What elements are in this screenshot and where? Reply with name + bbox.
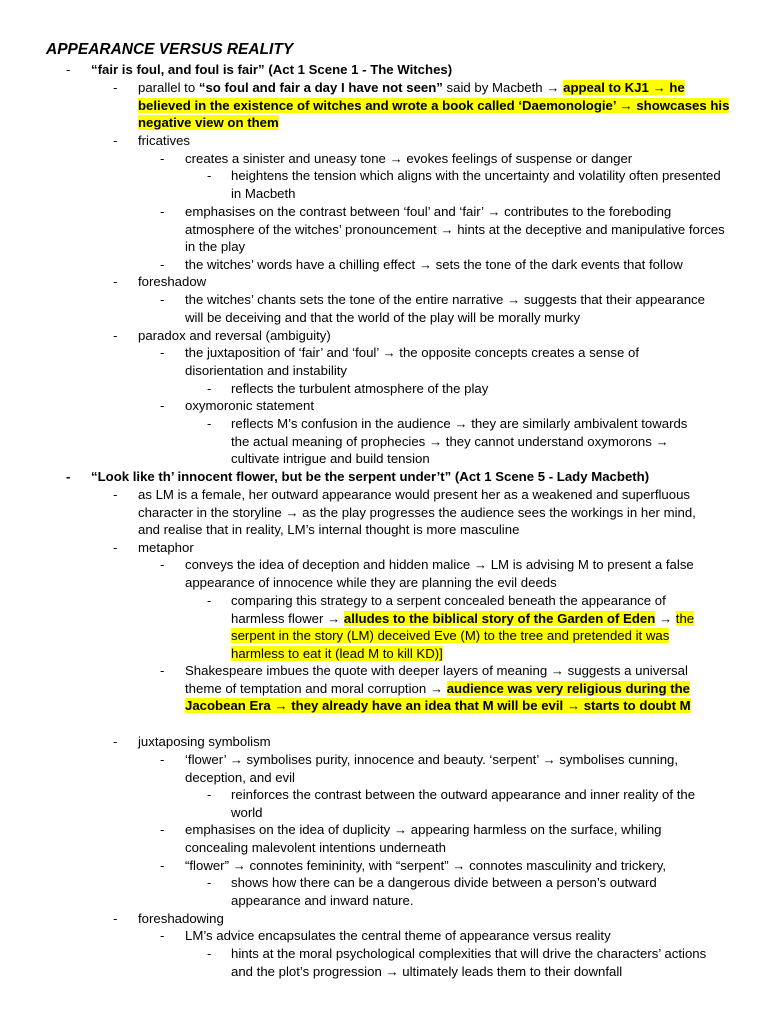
text-run: comparing this strategy to a serpent concealed beneath the appearance of harmless flower → [231, 593, 666, 626]
list-item [207, 786, 721, 821]
bullet-dash: - [207, 593, 212, 608]
bullet-dash: - [66, 469, 71, 484]
list-item-text [185, 291, 705, 326]
text-run: conveys the idea of deception and hidden malice → LM is advising M to present a false appearance of innocence while they are planning the evil deeds [185, 557, 694, 590]
list-item-text [231, 592, 711, 662]
highlighted-text: the serpent in the story (LM) deceived Eve (M) to the tree and pretended it was harmless to eat it (lead M to kill KD)] [231, 610, 695, 661]
bullet-dash: - [113, 80, 118, 95]
text-run: paradox and reversal (ambiguity) [138, 328, 331, 343]
bullet-dash: - [160, 398, 165, 413]
list-item [66, 468, 751, 486]
text-run: the witches’ words have a chilling effect → sets the tone of the dark events that follow [185, 257, 683, 272]
list-item [113, 132, 698, 150]
bullet-dash: - [160, 292, 165, 307]
list-item [207, 874, 711, 909]
bullet-dash: - [113, 734, 118, 749]
bullet-dash: - [113, 328, 118, 343]
list-item [160, 927, 725, 945]
text-run: oxymoronic statement [185, 398, 314, 413]
list-item-text [231, 874, 711, 909]
list-item-text [138, 79, 738, 132]
list-item-text [138, 539, 698, 557]
bullet-dash: - [207, 381, 212, 396]
bullet-dash: - [113, 540, 118, 555]
highlighted-text: appeal to KJ1 → he believed in the existence of witches and wrote a book called ‘Daemonologie’ → showcases his negative view on them [138, 80, 730, 131]
text-run: parallel to [138, 80, 199, 95]
list-item [160, 751, 725, 786]
list-item [160, 662, 720, 715]
list-item-text [185, 662, 720, 715]
list-item-text [185, 397, 705, 415]
text-run: → [655, 610, 676, 626]
list-item-text [138, 132, 698, 150]
text-run: reflects the turbulent atmosphere of the play [231, 381, 489, 396]
list-item [113, 539, 698, 557]
bullet-dash: - [160, 345, 165, 360]
bullet-dash: - [160, 204, 165, 219]
bullet-dash: - [160, 663, 165, 678]
bullet-dash: - [207, 168, 212, 183]
list-item-text [185, 203, 730, 256]
list-item-text [91, 468, 751, 486]
list-item [207, 945, 721, 980]
highlighted-text: alludes to the biblical story of the Garden of Eden [343, 610, 656, 626]
list-item [160, 397, 705, 415]
list-item [160, 150, 745, 168]
list-item-text [138, 910, 698, 928]
list-item-text [231, 167, 731, 202]
list-item-text [185, 150, 745, 168]
bullet-dash: - [160, 557, 165, 572]
list-item [160, 556, 715, 591]
bullet-dash: - [66, 62, 71, 77]
list-item [113, 486, 698, 539]
bullet-dash: - [113, 487, 118, 502]
list-item [207, 167, 731, 202]
list-item [160, 821, 715, 856]
bullet-dash: - [207, 416, 212, 431]
text-run: foreshadowing [138, 911, 224, 926]
text-run: Shakespeare imbues the quote with deeper layers of meaning → suggests a universal theme of temptation and moral corruption → [185, 663, 688, 696]
text-run: fricatives [138, 133, 191, 148]
text-run: “Look like th’ innocent flower, but be the serpent under’t” (Act 1 Scene 5 - Lady Macbeth) [91, 469, 650, 484]
page-title: APPEARANCE VERSUS REALITY [46, 41, 294, 58]
bullet-dash: - [207, 875, 212, 890]
list-item [160, 256, 745, 274]
list-item [207, 592, 711, 662]
text-run: metaphor [138, 540, 194, 555]
list-item-text [185, 751, 725, 786]
list-item [160, 203, 730, 256]
list-item-text [231, 945, 721, 980]
text-run: creates a sinister and uneasy tone → evokes feelings of suspense or danger [185, 151, 633, 166]
text-run: reinforces the contrast between the outward appearance and inner reality of the world [231, 787, 696, 820]
list-item-text [185, 256, 745, 274]
text-run: the witches’ chants sets the tone of the entire narrative → suggests that their appearance will be deceiving and that the world of the play will be morally murky [185, 292, 705, 325]
text-run: heightens the tension which aligns with the uncertainty and volatility often presented in Macbeth [231, 168, 721, 201]
text-run: ‘flower’ → symbolises purity, innocence and beauty. ‘serpent’ → symbolises cunning, deception, and evil [185, 752, 679, 785]
highlighted-text: audience was very religious during the Jacobean Era → they already have an idea that M will be evil → starts to doubt M [185, 680, 691, 714]
text-run: said by Macbeth → [442, 80, 564, 95]
list-item-text [91, 61, 751, 79]
text-run: as LM is a female, her outward appearance would present her as a weakened and superfluous character in the storyline → as the play progresses the audience sees the workings in her mind, and realise that in reality, LM’s internal thought is more masculine [138, 487, 696, 538]
list-item [160, 344, 705, 379]
bullet-dash: - [160, 151, 165, 166]
text-run: juxtaposing symbolism [138, 734, 271, 749]
bullet-dash: - [207, 787, 212, 802]
list-item-text [231, 786, 721, 821]
bullet-dash: - [113, 133, 118, 148]
text-run: LM’s advice encapsulates the central theme of appearance versus reality [185, 928, 611, 943]
list-item-text [185, 821, 715, 856]
list-item [113, 273, 698, 291]
text-run: “flower” → connotes femininity, with “serpent” → connotes masculinity and trickery, [185, 858, 667, 873]
list-item [160, 857, 730, 875]
list-item-text [185, 556, 715, 591]
list-item [207, 380, 731, 398]
list-item-text [138, 486, 698, 539]
text-run: the juxtaposition of ‘fair’ and ‘foul’ → the opposite concepts creates a sense of disorientation and instability [185, 345, 640, 378]
list-item [113, 910, 698, 928]
bullet-dash: - [113, 911, 118, 926]
bullet-dash: - [160, 257, 165, 272]
text-run: emphasises on the contrast between ‘foul’ and ‘fair’ → contributes to the foreboding atmosphere of the witches’ pronouncement → hints at the deceptive and manipulative forces in the play [185, 204, 725, 255]
list-item-text [185, 857, 730, 875]
bullet-dash: - [160, 928, 165, 943]
text-run: hints at the moral psychological complexities that will drive the characters’ actions and the plot’s progression → ultimately leads them to their downfall [231, 946, 707, 979]
text-run: reflects M’s confusion in the audience → they are similarly ambivalent towards the actual meaning of prophecies → they cannot understand oxymorons → cultivate intrigue and build tension [231, 416, 688, 467]
list-item [113, 79, 738, 132]
text-run: shows how there can be a dangerous divide between a person’s outward appearance and inward nature. [231, 875, 657, 908]
text-run: emphasises on the idea of duplicity → appearing harmless on the surface, whiling concealing malevolent intentions underneath [185, 822, 662, 855]
list-item [113, 327, 698, 345]
list-item-text [138, 273, 698, 291]
bullet-dash: - [160, 822, 165, 837]
list-item-text [185, 344, 705, 379]
bullet-dash: - [113, 274, 118, 289]
list-item-text [231, 380, 731, 398]
list-item-text [185, 927, 725, 945]
list-item-text [231, 415, 691, 468]
list-item [160, 291, 705, 326]
bullet-dash: - [160, 752, 165, 767]
text-run: foreshadow [138, 274, 207, 289]
list-item [66, 61, 751, 79]
bullet-dash: - [160, 858, 165, 873]
list-item-text [138, 733, 698, 751]
list-item [113, 733, 698, 751]
list-item [207, 415, 691, 468]
text-run: “so foul and fair a day I have not seen” [198, 80, 443, 95]
bullet-dash: - [207, 946, 212, 961]
text-run: “fair is foul, and foul is fair” (Act 1 Scene 1 - The Witches) [91, 62, 453, 77]
list-item-text [138, 327, 698, 345]
